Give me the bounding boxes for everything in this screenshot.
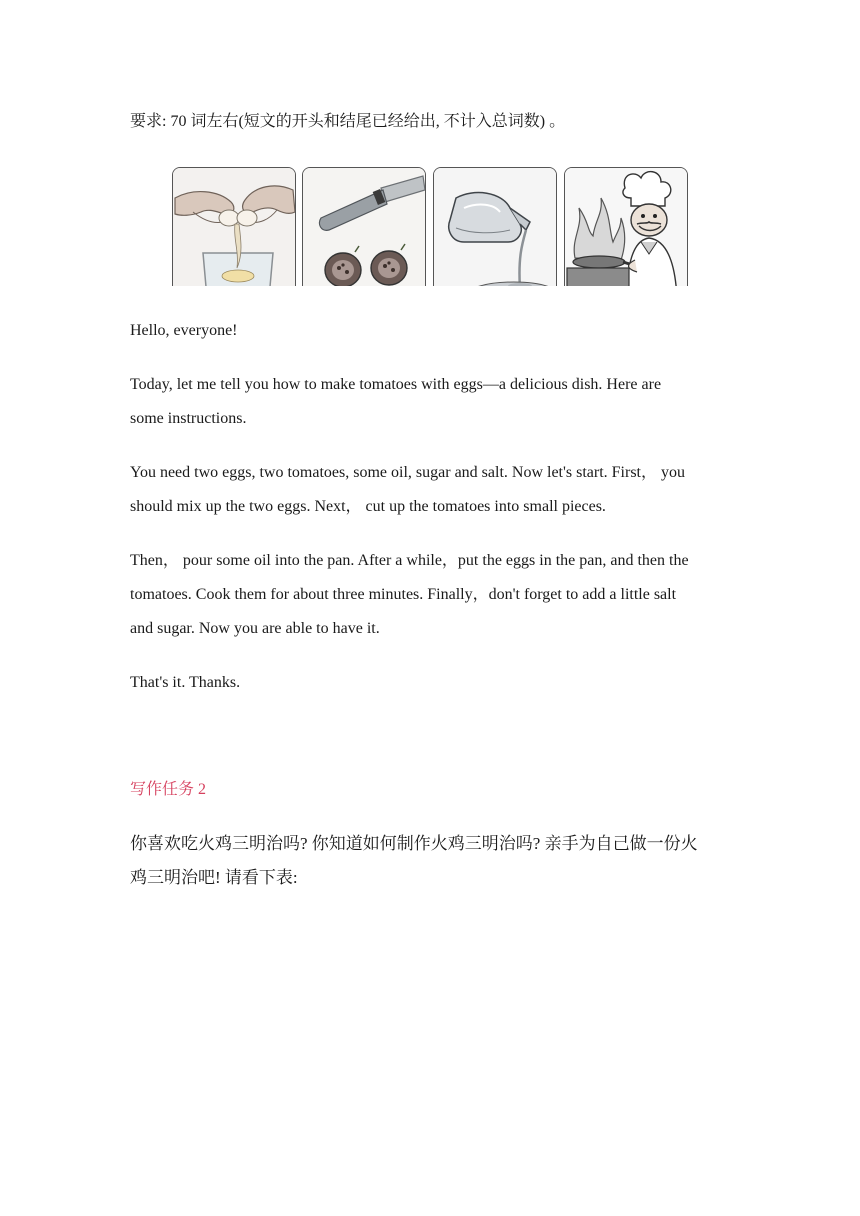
task-2-heading: 写作任务 2 (130, 781, 207, 798)
knife-tomatoes-illustration (302, 167, 426, 286)
paragraph-1-line-1: Today, let me tell you how to make tomatoes with eggs—a delicious dish. Here are (130, 376, 662, 393)
crack-eggs-illustration (172, 167, 296, 286)
paragraph-2-line-1: You need two eggs, two tomatoes, some oil, sugar and salt. Now let's start. First， you (130, 464, 685, 481)
paragraph-3-line-1: Then， pour some oil into the pan. After a while，put the eggs in the pan, and then the (130, 552, 689, 569)
task-2-prompt-line-2: 鸡三明治吧! 请看下表: (130, 868, 298, 887)
requirement-text: 要求: 70 词左右(短文的开头和结尾已经给出, 不计入总词数) 。 (130, 113, 566, 130)
pour-oil-illustration (433, 167, 557, 286)
paragraph-1-line-2: some instructions. (130, 410, 247, 427)
essay-closing: That's it. Thanks. (130, 674, 241, 691)
paragraph-3-line-3: and sugar. Now you are able to have it. (130, 620, 380, 637)
task-2-prompt-line-1: 你喜欢吃火鸡三明治吗? 你知道如何制作火鸡三明治吗? 亲手为自己做一份火 (130, 834, 698, 853)
essay-greeting: Hello, everyone! (130, 322, 238, 339)
chef-cooking-illustration (564, 167, 688, 286)
paragraph-2-line-2: should mix up the two eggs. Next， cut up the tomatoes into small pieces. (130, 498, 606, 515)
paragraph-3-line-2: tomatoes. Cook them for about three minutes. Finally，don't forget to add a little salt (130, 586, 677, 603)
instruction-figures (171, 165, 691, 286)
